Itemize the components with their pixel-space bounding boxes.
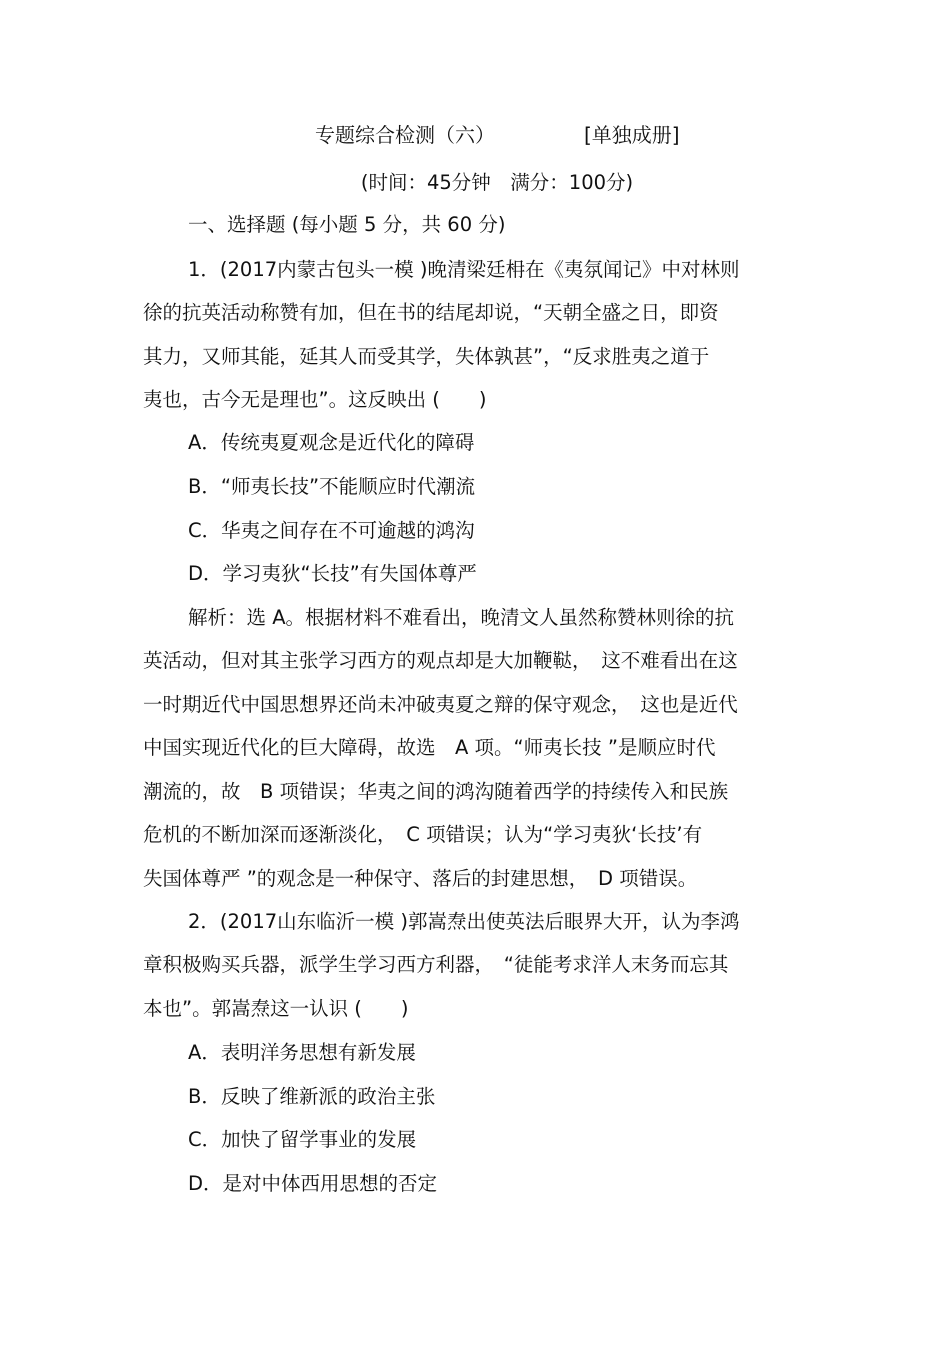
q1-option-a: A．传统夷夏观念是近代化的障碍 bbox=[188, 431, 475, 454]
q1-analysis-line: 解析：选 A。根据材料不难看出，晚清文人虽然称赞林则徐的抗 bbox=[188, 606, 735, 629]
exam-meta bbox=[0, 169, 950, 197]
q2-stem-line: 章积极购买兵器，派学生学习西方利器， “徒能考求洋人末务而忘其 bbox=[143, 953, 729, 976]
q1-analysis-line: 失国体尊严 ”的观念是一种保守、落后的封建思想， D 项错误。 bbox=[143, 867, 698, 890]
q1-option-b: B．“师夷长技”不能顺应时代潮流 bbox=[188, 475, 476, 498]
q1-analysis-line: 一时期近代中国思想界还尚未冲破夷夏之辩的保守观念， 这也是近代 bbox=[143, 693, 738, 716]
q2-option-d: D．是对中体西用思想的否定 bbox=[188, 1172, 438, 1195]
q1-analysis-line: 中国实现近代化的巨大障碍，故选 A 项。“师夷长技 ”是顺应时代 bbox=[143, 736, 716, 759]
q1-analysis-line: 危机的不断加深而逐渐淡化， C 项错误；认为“学习夷狄‘长技’有 bbox=[143, 823, 703, 846]
q2-option-a: A．表明洋务思想有新发展 bbox=[188, 1041, 416, 1064]
q2-option-c: C．加快了留学事业的发展 bbox=[188, 1128, 417, 1151]
q1-stem-line: 夷也，古今无是理也”。这反映出 ( ) bbox=[143, 388, 487, 411]
section-heading: 一、选择题 (每小题 5 分，共 60 分) bbox=[188, 213, 506, 236]
q1-stem-line: 1．(2017内蒙古包头一模 )晚清梁廷枏在《夷氛闻记》中对林则 bbox=[188, 258, 740, 281]
q2-option-b: B．反映了维新派的政治主张 bbox=[188, 1085, 436, 1108]
q1-stem-line: 徐的抗英活动称赞有加，但在书的结尾却说，“天朝全盛之日，即资 bbox=[143, 301, 719, 324]
q1-analysis-line: 英活动，但对其主张学习西方的观点却是大加鞭鞑， 这不难看出在这 bbox=[143, 649, 738, 672]
q1-analysis-line: 潮流的，故 B 项错误；华夷之间的鸿沟随着西学的持续传入和民族 bbox=[143, 780, 729, 803]
title-tag: [单独成册] bbox=[584, 123, 680, 147]
q2-stem-line: 2．(2017山东临沂一模 )郭嵩焘出使英法后眼界大开，认为李鸿 bbox=[188, 910, 740, 933]
q1-stem-line: 其力，又师其能，延其人而受其学，失体孰甚”，“反求胜夷之道于 bbox=[143, 345, 710, 368]
q1-option-d: D．学习夷狄“长技”有失国体尊严 bbox=[188, 562, 477, 585]
time-and-score: (时间：45分钟 满分：100分) bbox=[360, 171, 634, 194]
q1-option-c: C．华夷之间存在不可逾越的鸿沟 bbox=[188, 519, 475, 542]
page-title: 专题综合检测（六） bbox=[315, 123, 495, 147]
q2-stem-line: 本也”。郭嵩焘这一认识 ( ) bbox=[143, 997, 409, 1020]
